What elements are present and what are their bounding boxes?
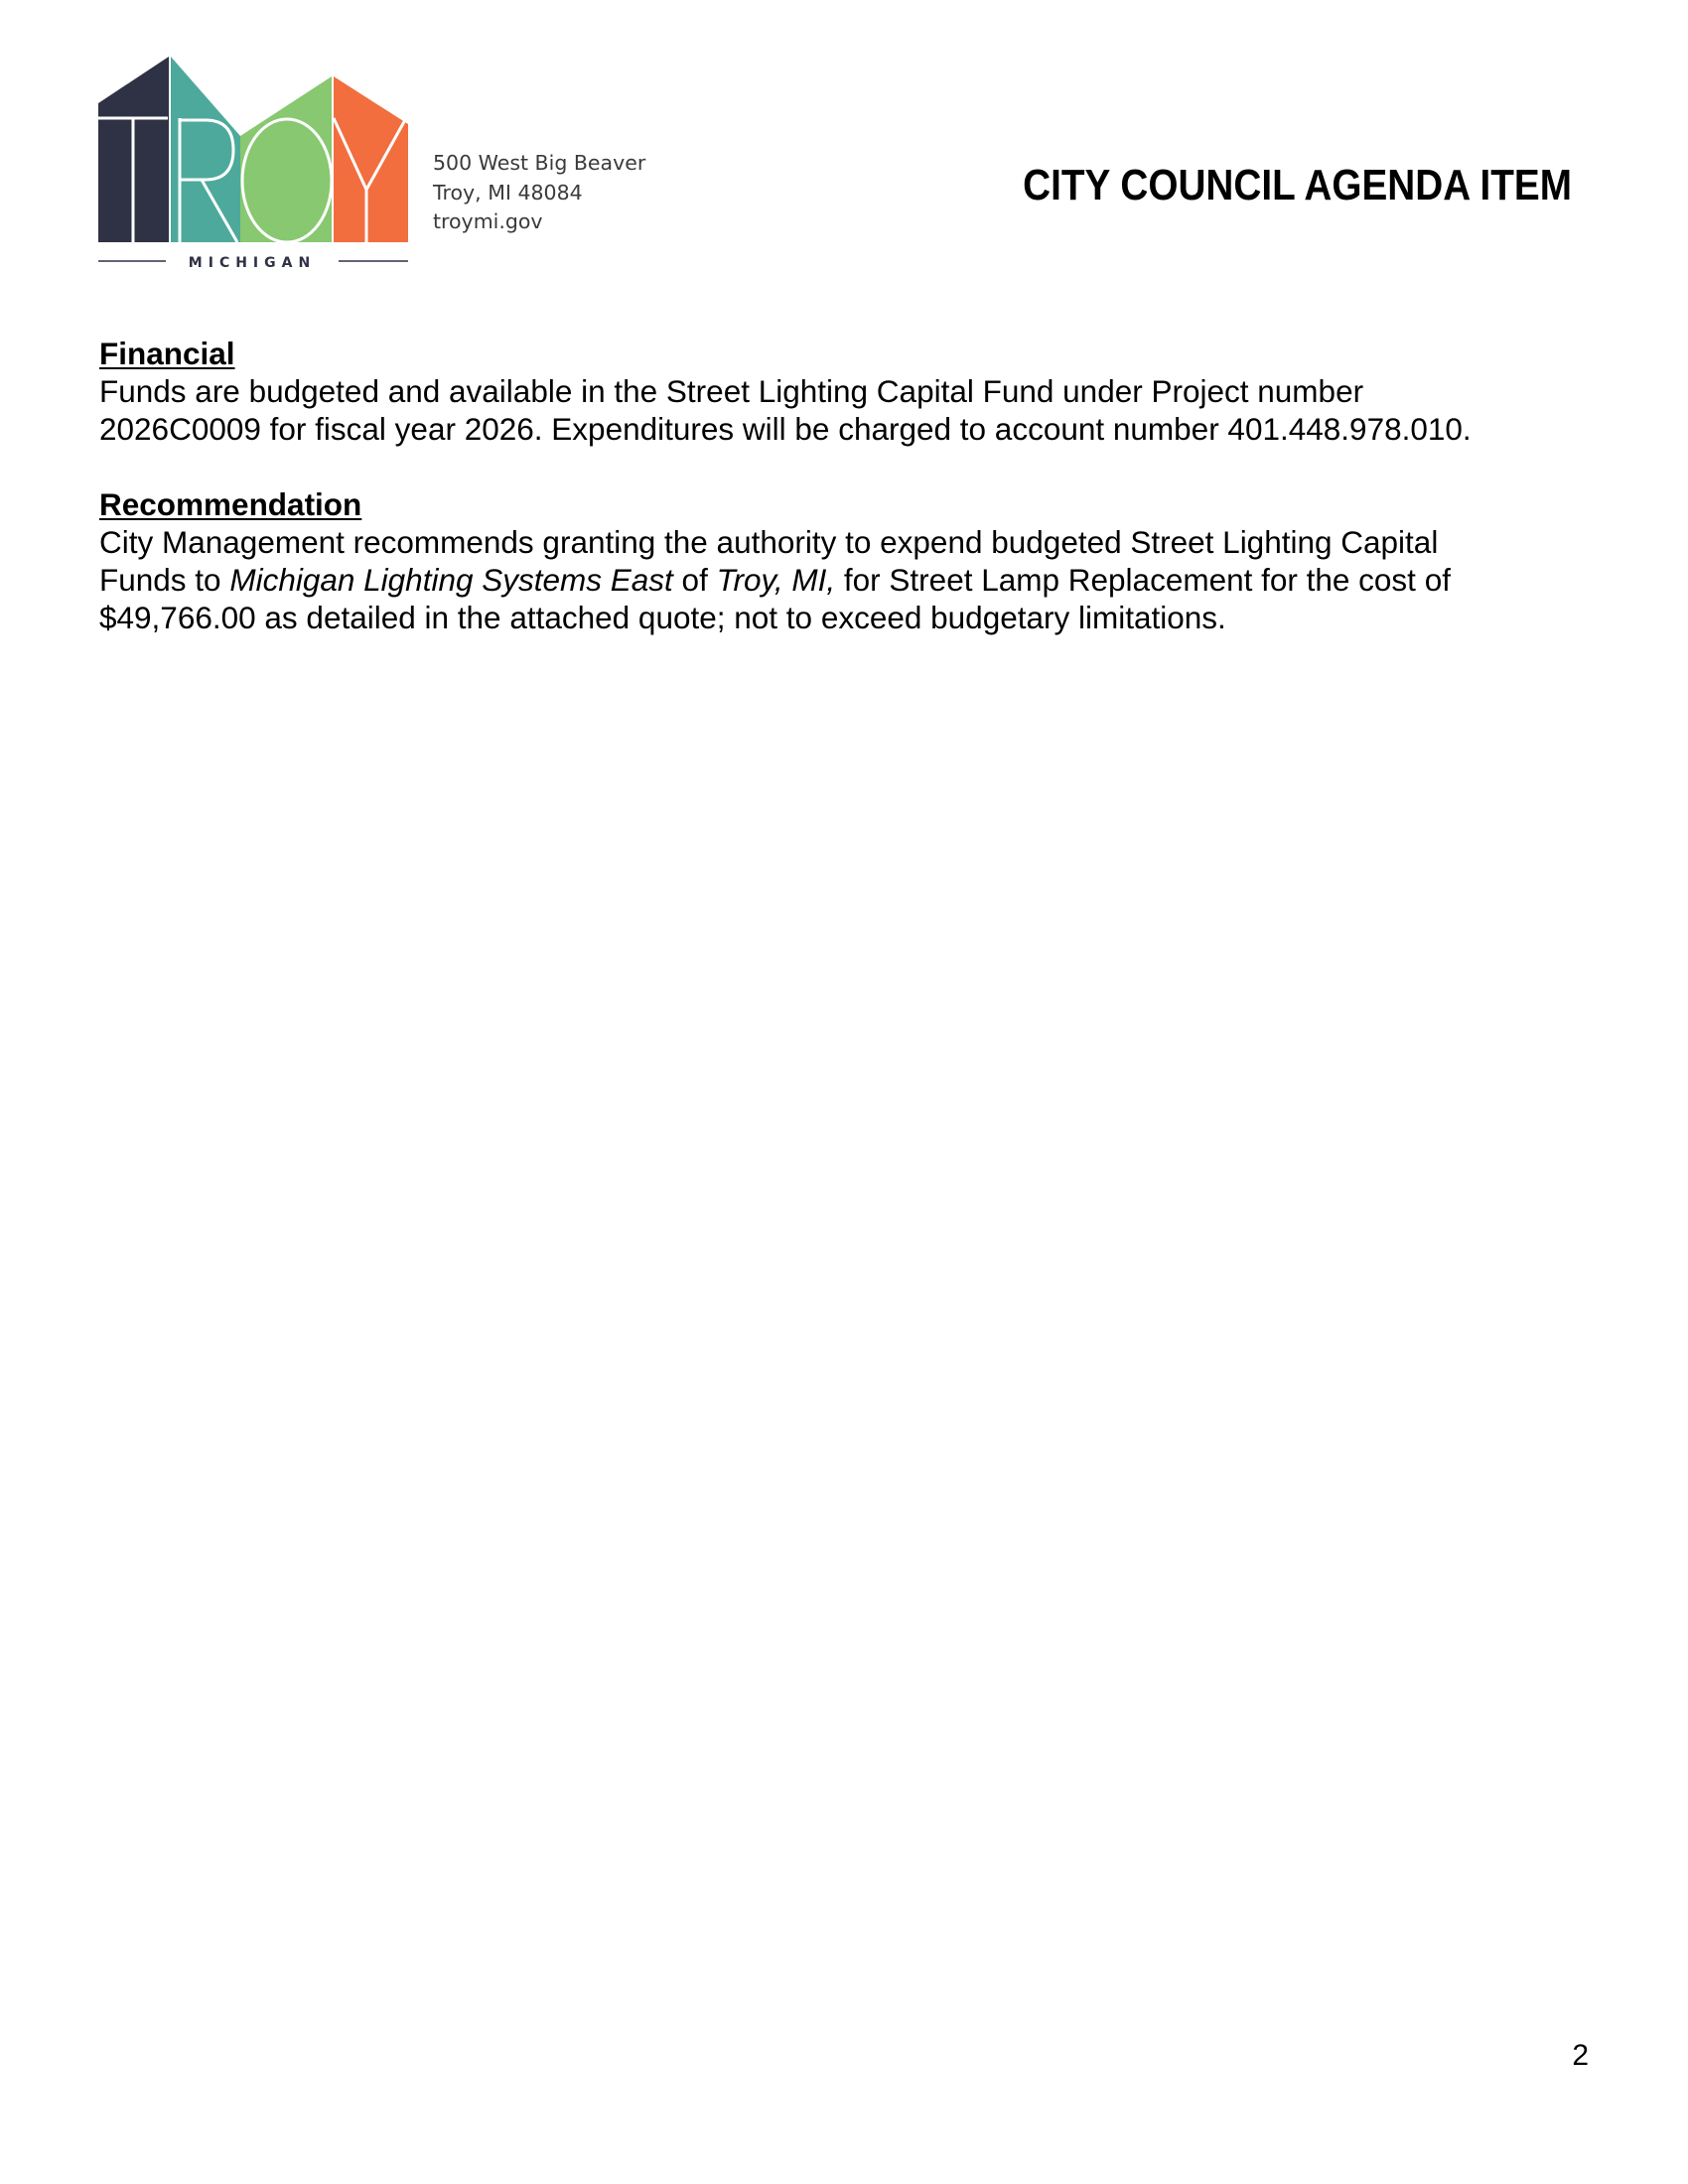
vendor-name: Michigan Lighting Systems East (229, 562, 673, 598)
recommendation-line-2 (99, 561, 1609, 599)
logo-orange-block (334, 76, 408, 242)
recommendation-line-2-of: of (672, 562, 717, 598)
section-spacer (99, 448, 1609, 485)
address-street: 500 West Big Beaver (433, 151, 646, 175)
recommendation-paragraph (99, 523, 1609, 636)
recommendation-line-3: $49,766.00 as detailed in the attached quote; not to exceed budgetary limitations. (99, 600, 1226, 635)
recommendation-line-2-end: for Street Lamp Replacement for the cost of (835, 562, 1451, 598)
document-body (99, 335, 1609, 636)
logo-subtitle: MICHIGAN (188, 255, 317, 270)
financial-line-2: 2026C0009 for fiscal year 2026. Expenditures will be charged to account number 401.448.978.010. (99, 411, 1472, 447)
address-website: troymi.gov (433, 209, 543, 233)
financial-line-1: Funds are budgeted and available in the Street Lighting Capital Fund under Project number (99, 373, 1364, 409)
recommendation-heading: Recommendation (99, 486, 362, 522)
address-city: Troy, MI 48084 (433, 180, 583, 205)
city-address (433, 149, 645, 237)
document-title: CITY COUNCIL AGENDA ITEM (1023, 161, 1572, 209)
recommendation-line-2-start: Funds to (99, 562, 230, 598)
troy-michigan-logo (98, 57, 408, 270)
vendor-location: Troy, MI, (716, 562, 836, 598)
troy-logo-graphic (98, 57, 408, 270)
recommendation-line-1: City Management recommends granting the authority to expend budgeted Street Lighting Capital (99, 524, 1439, 560)
financial-paragraph (99, 372, 1609, 448)
page-number: 2 (1572, 2039, 1589, 2072)
logo-green-block (240, 76, 332, 242)
financial-heading: Financial (99, 336, 235, 371)
